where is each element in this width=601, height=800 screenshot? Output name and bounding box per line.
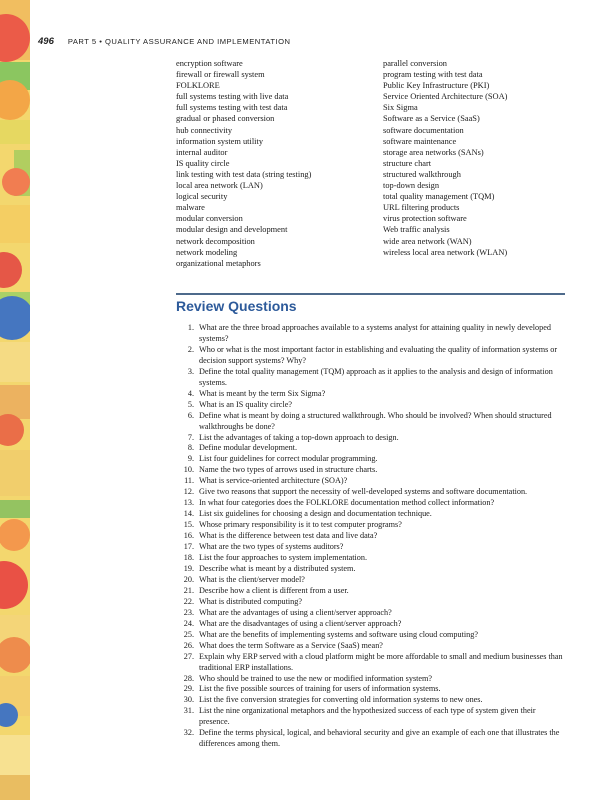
review-question	[170, 323, 568, 345]
review-question	[170, 684, 568, 695]
review-question	[170, 575, 568, 586]
question-number: 21.	[183, 585, 194, 595]
review-question	[170, 367, 568, 389]
key-term: firewall or firewall system	[176, 70, 265, 80]
question-text: What are the two types of systems auditors?	[199, 542, 344, 552]
question-text: Define the total quality management (TQM) approach as it applies to the analysis and design of information systems.	[199, 366, 553, 387]
question-number: 14.	[183, 509, 194, 519]
review-question	[170, 389, 568, 400]
decorative-color-strip	[0, 0, 30, 800]
review-question	[170, 641, 568, 652]
question-text: What are the benefits of implementing systems and software using cloud computing?	[199, 629, 478, 639]
review-question	[170, 674, 568, 685]
question-text: Who or what is the most important factor in establishing and evaluating the quality of information systems or decision support systems? Why?	[199, 344, 558, 365]
question-text: What are the disadvantages of using a client/server approach?	[199, 618, 402, 628]
question-number: 28.	[183, 673, 194, 683]
key-term: Service Oriented Architecture (SOA)	[383, 92, 508, 102]
review-question	[170, 619, 568, 630]
question-text: What are the three broad approaches available to a systems analyst for attaining quality in newly developed systems?	[199, 323, 551, 343]
key-term: Web traffic analysis	[383, 225, 450, 235]
section-title: Review Questions	[176, 298, 297, 314]
question-text: Define modular development.	[199, 443, 297, 453]
question-number: 22.	[183, 596, 194, 606]
question-number: 2.	[187, 344, 194, 354]
key-term: gradual or phased conversion	[176, 114, 275, 124]
key-term: software documentation	[383, 125, 464, 135]
review-question	[170, 695, 568, 706]
review-question-list	[170, 323, 568, 750]
review-question	[170, 706, 568, 728]
key-terms-column-1	[176, 58, 311, 269]
question-number: 10.	[183, 465, 194, 475]
question-number: 25.	[183, 629, 194, 639]
key-term: program testing with test data	[383, 70, 483, 80]
key-term: total quality management (TQM)	[383, 192, 495, 202]
key-term: URL filtering products	[383, 203, 460, 213]
question-text: What is service-oriented architecture (SOA)?	[199, 476, 348, 486]
question-number: 4.	[187, 388, 194, 398]
question-text: What are the advantages of using a client/server approach?	[199, 607, 392, 617]
key-term: structure chart	[383, 158, 432, 168]
review-question	[170, 553, 568, 564]
question-number: 6.	[187, 410, 194, 420]
question-number: 1.	[187, 323, 194, 332]
key-term: Six Sigma	[383, 103, 418, 113]
review-question	[170, 608, 568, 619]
review-question	[170, 586, 568, 597]
review-question	[170, 564, 568, 575]
key-term: information system utility	[176, 136, 264, 146]
key-term: Software as a Service (SaaS)	[383, 114, 480, 124]
review-question	[170, 531, 568, 542]
question-number: 15.	[183, 520, 194, 530]
question-number: 18.	[183, 553, 194, 563]
question-text: Who should be trained to use the new or modified information system?	[199, 673, 433, 683]
key-term: software maintenance	[383, 136, 457, 146]
question-number: 12.	[183, 487, 194, 497]
running-head-title: PART 5 • QUALITY ASSURANCE AND IMPLEMENTATION	[67, 37, 291, 46]
key-term: network decomposition	[176, 236, 255, 246]
key-term: storage area networks (SANs)	[383, 147, 484, 157]
question-text: List the four approaches to system implementation.	[199, 553, 368, 563]
question-number: 29.	[183, 684, 194, 694]
review-question	[170, 520, 568, 531]
review-question	[170, 345, 568, 367]
key-term: FOLKLORE	[176, 81, 220, 91]
decorative-strip-art	[0, 0, 30, 800]
question-text: What is distributed computing?	[199, 596, 303, 606]
key-term: wide area network (WAN)	[383, 236, 472, 246]
question-text: List the nine organizational metaphors and the hypothesized success of each type of system given their presence.	[199, 706, 536, 727]
question-text: In what four categories does the FOLKLORE documentation method collect information?	[199, 498, 495, 508]
key-term: top-down design	[383, 181, 440, 191]
question-number: 30.	[183, 695, 194, 705]
key-term: wireless local area network (WLAN)	[383, 247, 508, 257]
running-header	[38, 36, 291, 47]
question-text: Describe what is meant by a distributed system.	[199, 563, 356, 573]
key-terms-column-2	[383, 58, 507, 258]
question-text: Define the terms physical, logical, and behavioral security and give an example of each one that illustrates the differences among them.	[199, 728, 560, 749]
review-question	[170, 728, 568, 750]
section-divider	[176, 293, 565, 295]
page-number: 496	[38, 36, 54, 47]
question-text: Define what is meant by doing a structured walkthrough. Who should be involved? When should structured walkthroughs be done?	[199, 410, 552, 431]
question-number: 3.	[187, 366, 194, 376]
question-text: List the five conversion strategies for converting old information systems to new ones.	[199, 695, 483, 705]
question-number: 9.	[187, 454, 194, 464]
key-term: Public Key Infrastructure (PKI)	[383, 81, 490, 91]
question-number: 17.	[183, 542, 194, 552]
question-text: List six guidelines for choosing a design and documentation technique.	[199, 509, 432, 519]
question-text: List four guidelines for correct modular programming.	[199, 454, 378, 464]
key-term: parallel conversion	[383, 59, 447, 68]
key-term: organizational metaphors	[176, 258, 261, 268]
key-term: internal auditor	[176, 147, 228, 157]
review-question	[170, 476, 568, 487]
question-number: 8.	[187, 443, 194, 453]
review-question	[170, 597, 568, 608]
question-number: 20.	[183, 574, 194, 584]
key-term: link testing with test data (string testing)	[176, 169, 312, 179]
review-question	[170, 652, 568, 674]
question-text: List the five possible sources of training for users of information systems.	[199, 684, 441, 694]
question-number: 32.	[183, 728, 194, 738]
question-number: 16.	[183, 531, 194, 541]
key-term: modular conversion	[176, 214, 243, 224]
review-question	[170, 411, 568, 433]
question-number: 11.	[184, 476, 194, 486]
review-question	[170, 443, 568, 454]
key-term: encryption software	[176, 59, 243, 68]
key-term: hub connectivity	[176, 125, 233, 135]
question-number: 23.	[183, 607, 194, 617]
question-number: 5.	[187, 399, 194, 409]
review-question	[170, 542, 568, 553]
key-term: local area network (LAN)	[176, 181, 263, 191]
question-text: Give two reasons that support the necessity of well-developed systems and software documentation.	[199, 487, 528, 497]
question-number: 19.	[183, 563, 194, 573]
review-question	[170, 400, 568, 411]
key-term: full systems testing with test data	[176, 103, 288, 113]
review-question	[170, 465, 568, 476]
key-term: logical security	[176, 192, 228, 202]
key-term: full systems testing with live data	[176, 92, 289, 102]
question-text: Name the two types of arrows used in structure charts.	[199, 465, 378, 475]
question-text: Whose primary responsibility is it to test computer programs?	[199, 520, 402, 530]
question-number: 7.	[187, 432, 194, 442]
question-text: List the advantages of taking a top-down approach to design.	[199, 432, 399, 442]
key-term: malware	[176, 203, 205, 213]
question-text: What is the client/server model?	[199, 574, 305, 584]
question-number: 24.	[183, 618, 194, 628]
question-text: What is the difference between test data and live data?	[199, 531, 378, 541]
question-text: Describe how a client is different from a user.	[199, 585, 349, 595]
question-number: 26.	[183, 640, 194, 650]
question-number: 27.	[183, 651, 194, 661]
review-question	[170, 454, 568, 465]
question-number: 31.	[183, 706, 194, 716]
key-term: virus protection software	[383, 214, 467, 224]
review-question	[170, 509, 568, 520]
question-text: What is meant by the term Six Sigma?	[199, 388, 326, 398]
key-term: modular design and development	[176, 225, 288, 235]
review-question	[170, 487, 568, 498]
question-text: What is an IS quality circle?	[199, 399, 292, 409]
review-question	[170, 498, 568, 509]
key-term: IS quality circle	[176, 158, 230, 168]
key-term: network modeling	[176, 247, 238, 257]
question-number: 13.	[183, 498, 194, 508]
review-question	[170, 433, 568, 444]
question-text: What does the term Software as a Service (SaaS) mean?	[199, 640, 383, 650]
review-question	[170, 630, 568, 641]
question-text: Explain why ERP served with a cloud platform might be more affordable to small and medium businesses than traditional ERP installations.	[199, 651, 563, 672]
key-term: structured walkthrough	[383, 169, 461, 179]
